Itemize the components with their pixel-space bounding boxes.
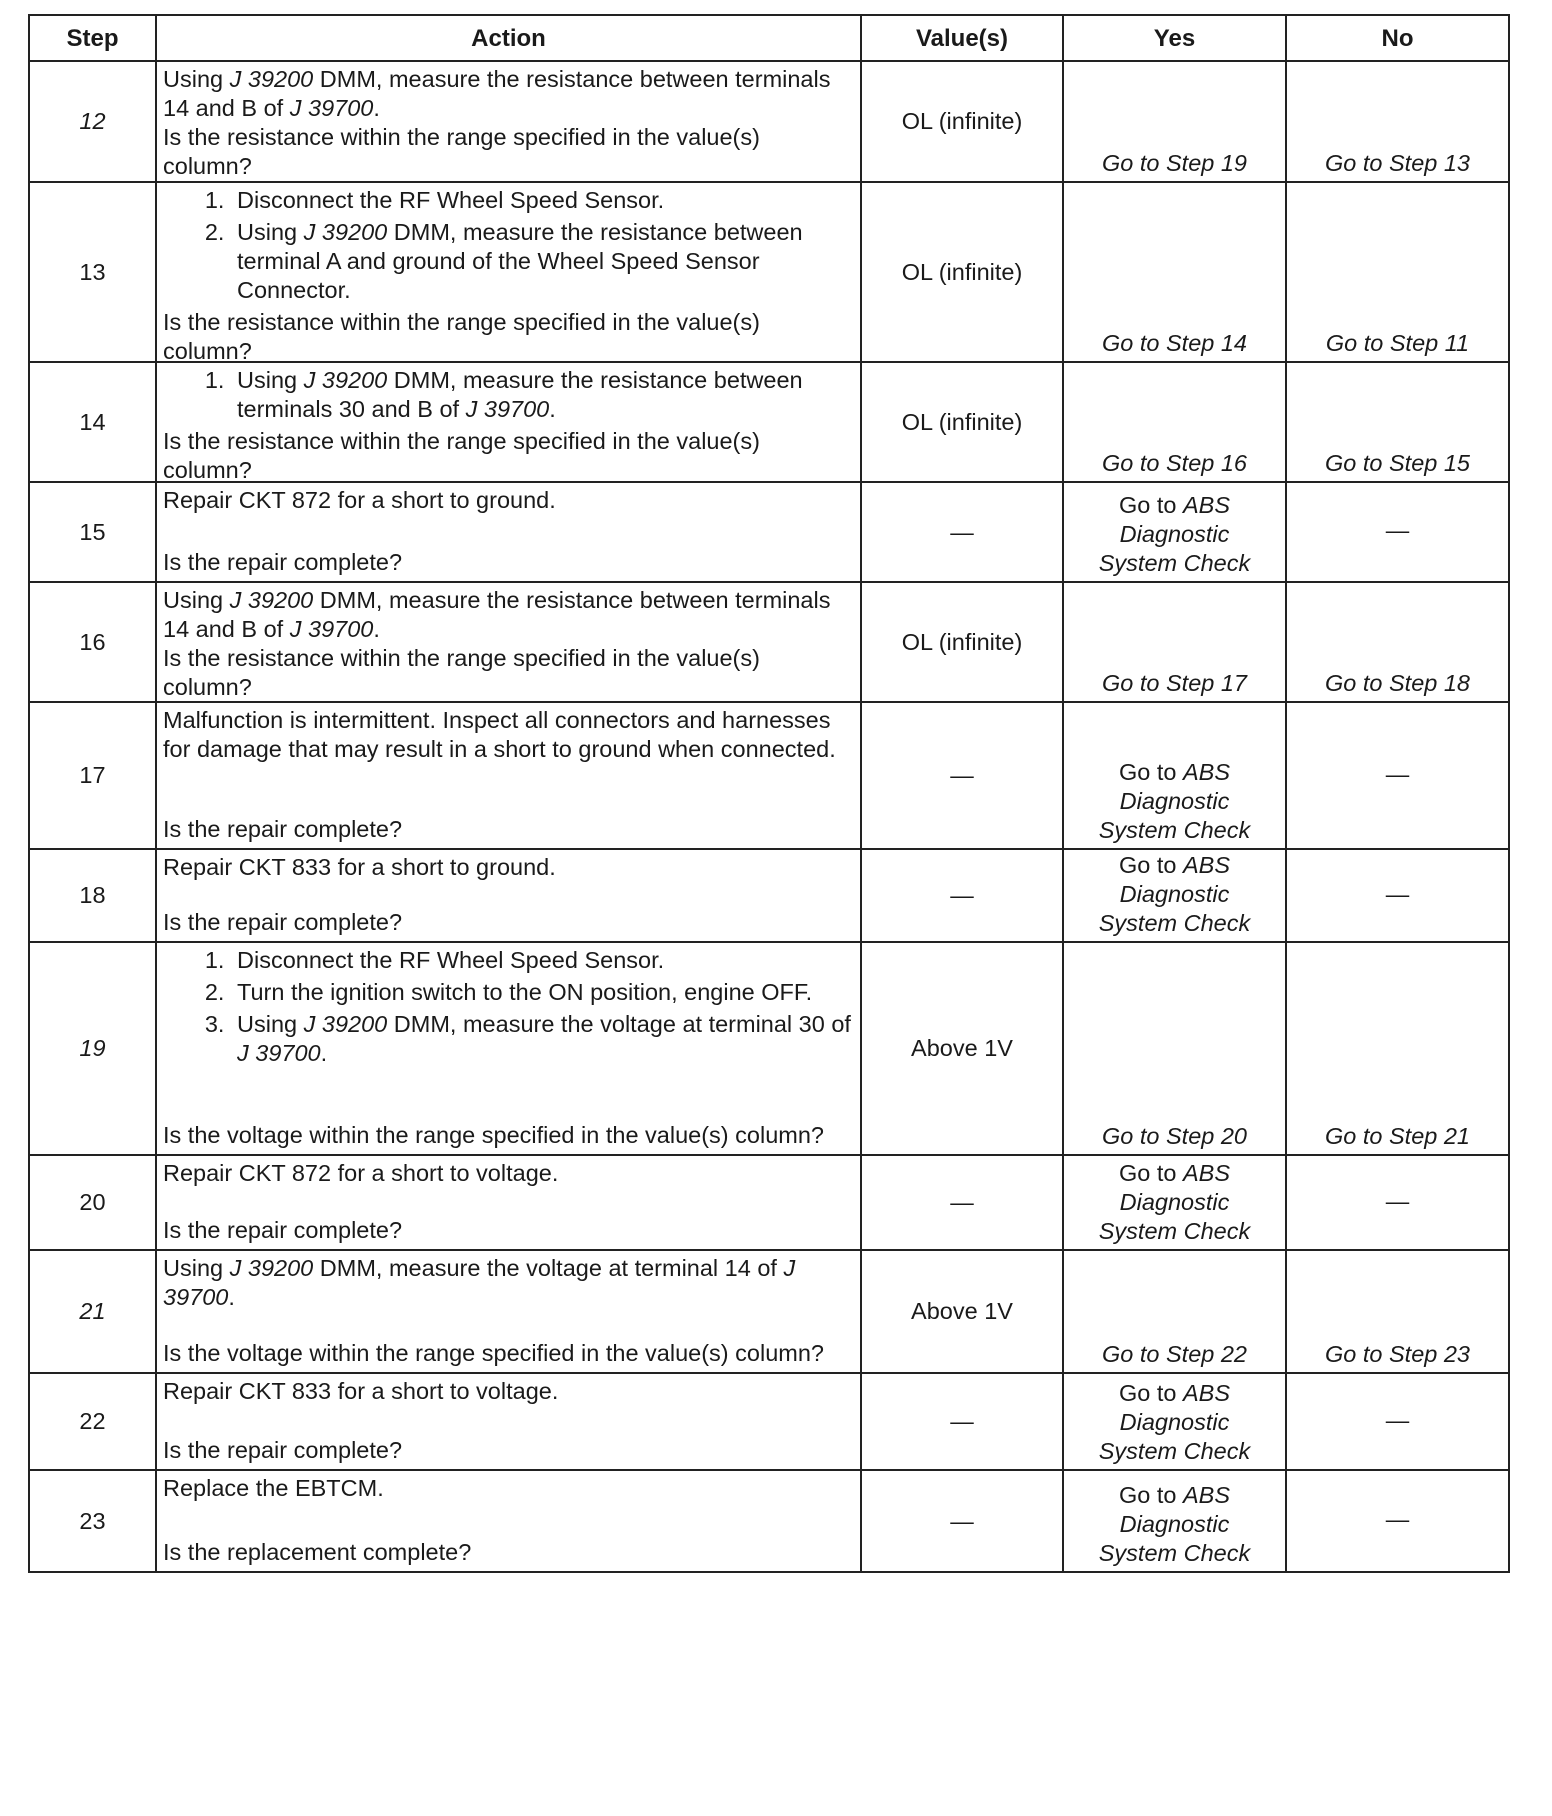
action-steps-list [163, 186, 854, 305]
yes-cell: Go to Step 16 [1063, 362, 1286, 482]
step-number: 21 [29, 1250, 156, 1373]
table-row [29, 482, 1509, 582]
tool-reference: J 39200 [303, 219, 388, 245]
action-question: Is the voltage within the range specified in the value(s) column? [163, 1340, 824, 1366]
action-cell [156, 182, 861, 362]
header-values: Value(s) [861, 15, 1063, 61]
yes-cell: Go to Step 14 [1063, 182, 1286, 362]
tool-reference: J 39200 [303, 367, 388, 393]
no-cell: — [1286, 1470, 1509, 1572]
action-text: Repair CKT 833 for a short to voltage. [163, 1378, 559, 1404]
tool-reference: J 39700 [163, 1255, 796, 1310]
action-cell [156, 582, 861, 702]
no-cell: — [1286, 702, 1509, 849]
header-yes: Yes [1063, 15, 1286, 61]
header-row [29, 15, 1509, 61]
tool-reference: J 39700 [237, 1040, 321, 1066]
yes-cell: Go to ABS Diagnostic System Check [1063, 482, 1286, 582]
yes-cell: Go to ABS Diagnostic System Check [1063, 1470, 1286, 1572]
action-question: Is the repair complete? [163, 1437, 403, 1463]
value-cell: Above 1V [861, 942, 1063, 1155]
action-step: 2. Turn the ignition switch to the ON position, engine OFF. [231, 978, 854, 1007]
yes-cell: Go to Step 22 [1063, 1250, 1286, 1373]
action-text: Malfunction is intermittent. Inspect all connectors and harnesses for damage that may result in a short to ground when connected. [163, 707, 836, 762]
value-cell: — [861, 1373, 1063, 1470]
step-number: 20 [29, 1155, 156, 1250]
no-cell: Go to Step 11 [1286, 182, 1509, 362]
step-number: 15 [29, 482, 156, 582]
table-row [29, 61, 1509, 182]
yes-cell: Go to ABS Diagnostic System Check [1063, 1155, 1286, 1250]
action-question: Is the repair complete? [163, 816, 403, 842]
yes-cell: Go to Step 17 [1063, 582, 1286, 702]
yes-cell: Go to Step 19 [1063, 61, 1286, 182]
value-cell: OL (infinite) [861, 582, 1063, 702]
step-number: 23 [29, 1470, 156, 1572]
table-row [29, 849, 1509, 942]
action-question: Is the resistance within the range specified in the value(s) column? [163, 645, 760, 700]
table-row [29, 1470, 1509, 1572]
step-number: 22 [29, 1373, 156, 1470]
action-step: 2. Using J 39200 DMM, measure the resistance between terminal A and ground of the Wheel Speed Sensor Connector. [231, 218, 854, 305]
action-cell [156, 1373, 861, 1470]
table-row [29, 1373, 1509, 1470]
yes-cell: Go to ABS Diagnostic System Check [1063, 1373, 1286, 1470]
no-cell: Go to Step 15 [1286, 362, 1509, 482]
action-question: Is the resistance within the range specified in the value(s) column? [163, 309, 760, 364]
step-number: 18 [29, 849, 156, 942]
table-row [29, 1250, 1509, 1373]
action-text: Repair CKT 833 for a short to ground. [163, 854, 556, 880]
yes-cell: Go to Step 20 [1063, 942, 1286, 1155]
no-cell: Go to Step 21 [1286, 942, 1509, 1155]
action-text: Replace the EBTCM. [163, 1475, 384, 1501]
action-question: Is the voltage within the range specified in the value(s) column? [163, 1122, 824, 1148]
table-row [29, 702, 1509, 849]
value-cell: OL (infinite) [861, 182, 1063, 362]
table-row [29, 942, 1509, 1155]
action-cell [156, 482, 861, 582]
step-number: 14 [29, 362, 156, 482]
yes-cell: Go to ABS Diagnostic System Check [1063, 849, 1286, 942]
action-step: 1. Disconnect the RF Wheel Speed Sensor. [231, 946, 854, 975]
step-number: 16 [29, 582, 156, 702]
action-question: Is the replacement complete? [163, 1539, 472, 1565]
yes-cell: Go to ABS Diagnostic System Check [1063, 702, 1286, 849]
value-cell: OL (infinite) [861, 362, 1063, 482]
step-number: 13 [29, 182, 156, 362]
action-step: 1. Using J 39200 DMM, measure the resistance between terminals 30 and B of J 39700. [231, 366, 854, 424]
tool-reference: J 39700 [289, 616, 374, 642]
action-step: 1. Disconnect the RF Wheel Speed Sensor. [231, 186, 854, 215]
step-number: 19 [29, 942, 156, 1155]
action-question: Is the resistance within the range specified in the value(s) column? [163, 124, 760, 179]
value-cell: — [861, 1470, 1063, 1572]
no-cell: Go to Step 13 [1286, 61, 1509, 182]
value-cell: — [861, 849, 1063, 942]
diagnostic-table [28, 14, 1510, 1573]
action-cell [156, 1155, 861, 1250]
action-text: Using J 39200 DMM, measure the resistance between terminals 14 and B of J 39700. [163, 587, 831, 642]
value-cell: — [861, 702, 1063, 849]
header-action: Action [156, 15, 861, 61]
action-cell [156, 942, 861, 1155]
table-row [29, 1155, 1509, 1250]
no-cell: Go to Step 23 [1286, 1250, 1509, 1373]
no-cell: — [1286, 1373, 1509, 1470]
action-cell [156, 702, 861, 849]
tool-reference: J 39200 [303, 1011, 388, 1037]
tool-reference: J 39700 [289, 95, 374, 121]
diagnostic-page [28, 14, 1508, 1573]
action-cell [156, 362, 861, 482]
value-cell: — [861, 1155, 1063, 1250]
table-row [29, 362, 1509, 482]
table-row [29, 582, 1509, 702]
action-text: Repair CKT 872 for a short to voltage. [163, 1160, 559, 1186]
table-row [29, 182, 1509, 362]
tool-reference: J 39200 [229, 587, 314, 613]
no-cell: — [1286, 849, 1509, 942]
value-cell: OL (infinite) [861, 61, 1063, 182]
action-cell [156, 61, 861, 182]
value-cell: — [861, 482, 1063, 582]
no-cell: — [1286, 482, 1509, 582]
action-question: Is the repair complete? [163, 909, 403, 935]
step-number: 12 [29, 61, 156, 182]
table-body [29, 61, 1509, 1572]
action-question: Is the repair complete? [163, 549, 403, 575]
header-step: Step [29, 15, 156, 61]
tool-reference: J 39200 [229, 66, 314, 92]
no-cell: — [1286, 1155, 1509, 1250]
value-cell: Above 1V [861, 1250, 1063, 1373]
action-cell [156, 1250, 861, 1373]
tool-reference: J 39200 [229, 1255, 314, 1281]
action-steps-list [163, 946, 854, 1068]
action-step: 3. Using J 39200 DMM, measure the voltage at terminal 30 of J 39700. [231, 1010, 854, 1068]
action-cell [156, 849, 861, 942]
action-cell [156, 1470, 861, 1572]
action-question: Is the resistance within the range specified in the value(s) column? [163, 428, 760, 483]
step-number: 17 [29, 702, 156, 849]
action-question: Is the repair complete? [163, 1217, 403, 1243]
action-text: Repair CKT 872 for a short to ground. [163, 487, 556, 513]
no-cell: Go to Step 18 [1286, 582, 1509, 702]
action-text: Using J 39200 DMM, measure the voltage at terminal 14 of J 39700. [163, 1255, 796, 1310]
action-text: Using J 39200 DMM, measure the resistance between terminals 14 and B of J 39700. [163, 66, 831, 121]
tool-reference: J 39700 [465, 396, 550, 422]
header-no: No [1286, 15, 1509, 61]
action-steps-list [163, 366, 854, 424]
